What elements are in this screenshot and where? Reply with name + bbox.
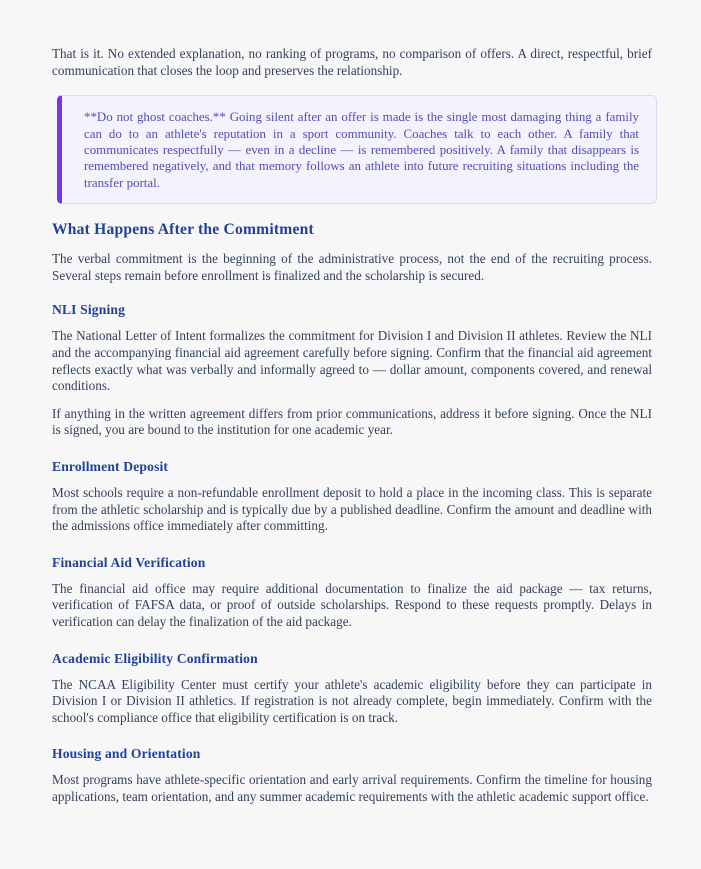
- document-content: [52, 46, 652, 806]
- enrollment-deposit-paragraph-1: Most schools require a non-refundable enrollment deposit to hold a place in the incoming class. This is separate from the athletic scholarship and is typically due by a published deadline. Confirm the amount and deadline with the admissions office immediately after committing.: [52, 484, 652, 534]
- section-heading-what-happens-after-the-commitment: What Happens After the Commitment: [52, 221, 314, 239]
- financial-aid-verification-paragraph-1: The financial aid office may require additional documentation to finalize the aid package — tax returns, verification of FAFSA data, or proof of outside scholarships. Respond to these requests promptly. Delays in verification can delay the finalization of the aid package.: [52, 580, 652, 629]
- warning-callout: [57, 95, 657, 204]
- sub-heading-nli-signing: NLI Signing: [52, 302, 126, 318]
- academic-eligibility-confirmation-paragraph-1: The NCAA Eligibility Center must certify your athlete's academic eligibility before they can participate in Division I or Division II athletics. If registration is not already complete, begin immediately. Confirm with the school's compliance office that eligibility certification is on track.: [52, 676, 652, 725]
- sub-heading-housing-and-orientation: Housing and Orientation: [52, 746, 201, 762]
- section-intro-paragraph: The verbal commitment is the beginning of the administrative process, not the end of the recruiting process. Several steps remain before enrollment is finalized and the scholarship is secured.: [52, 251, 652, 283]
- nli-signing-paragraph-1: The National Letter of Intent formalizes the commitment for Division I and Division II athletes. Review the NLI and the accompanying financial aid agreement carefully before signing. Confirm that the financial aid agreement reflects exactly what was verbally and informally agreed to — dollar amount, components covered, and renewal conditions.: [52, 328, 652, 394]
- housing-and-orientation-paragraph-1: Most programs have athlete-specific orientation and early arrival requirements. Confirm the timeline for housing applications, team orientation, and any summer academic requirements with the athletic academic support office.: [52, 772, 652, 804]
- sub-heading-enrollment-deposit: Enrollment Deposit: [52, 458, 169, 474]
- sub-heading-financial-aid-verification: Financial Aid Verification: [52, 554, 206, 570]
- nli-signing-paragraph-2: If anything in the written agreement differs from prior communications, address it before signing. Once the NLI is signed, you are bound to the institution for one academic year.: [52, 405, 652, 438]
- sub-heading-academic-eligibility-confirmation: Academic Eligibility Confirmation: [52, 650, 258, 666]
- callout-text: **Do not ghost coaches.** Going silent after an offer is made is the single most damaging thing a family can do to an athlete's reputation in a sport community. Coaches talk to each other. A family that communicates respectfully — even in a decline — is remembered positively. A family that disappears is remembered negatively, and that memory follows an athlete into future recruiting situations including the transfer portal.: [84, 110, 639, 190]
- intro-paragraph: That is it. No extended explanation, no ranking of programs, no comparison of offers. A direct, respectful, brief communication that closes the loop and preserves the relationship.: [52, 46, 652, 78]
